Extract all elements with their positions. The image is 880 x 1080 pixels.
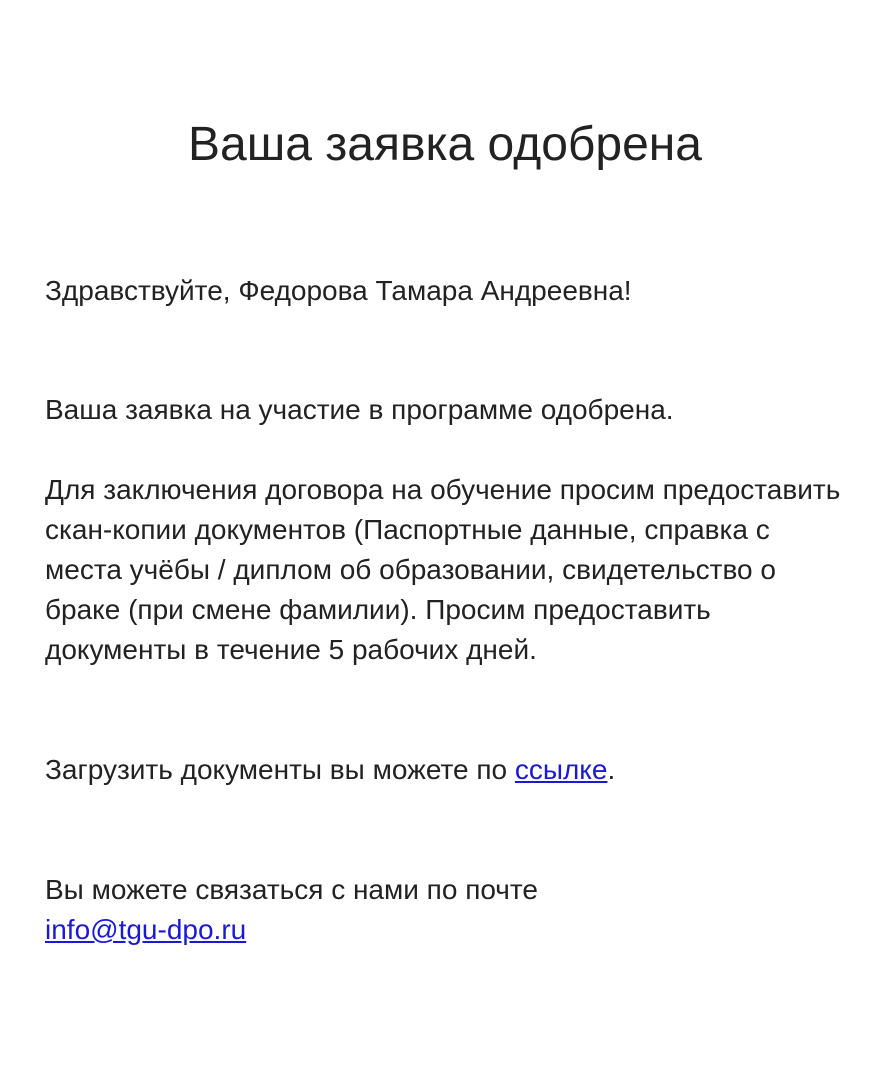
greeting-text: Здравствуйте, Федорова Тамара Андреевна! (45, 275, 632, 306)
contact-paragraph (45, 870, 605, 950)
upload-paragraph (45, 750, 845, 790)
contact-email-link[interactable]: info@tgu-dpo.ru (45, 914, 247, 945)
upload-suffix-text: . (607, 754, 616, 785)
documents-request-text: Для заключения договора на обучение просим предоставить скан-копии документов (Паспортные данные, справка с места учёбы / диплом об образовании, свидетельство о браке (при смене фамилии). Просим предоставить документы в течение 5 рабочих дней. (45, 474, 841, 665)
contact-prefix-text: Вы можете связаться с нами по почте (45, 874, 538, 905)
upload-documents-link[interactable]: ссылке (514, 754, 608, 785)
email-title: Ваша заявка одобрена (188, 118, 702, 171)
approval-text: Ваша заявка на участие в программе одобрена. (45, 394, 674, 425)
upload-prefix-text: Загрузить документы вы можете по (45, 754, 515, 785)
